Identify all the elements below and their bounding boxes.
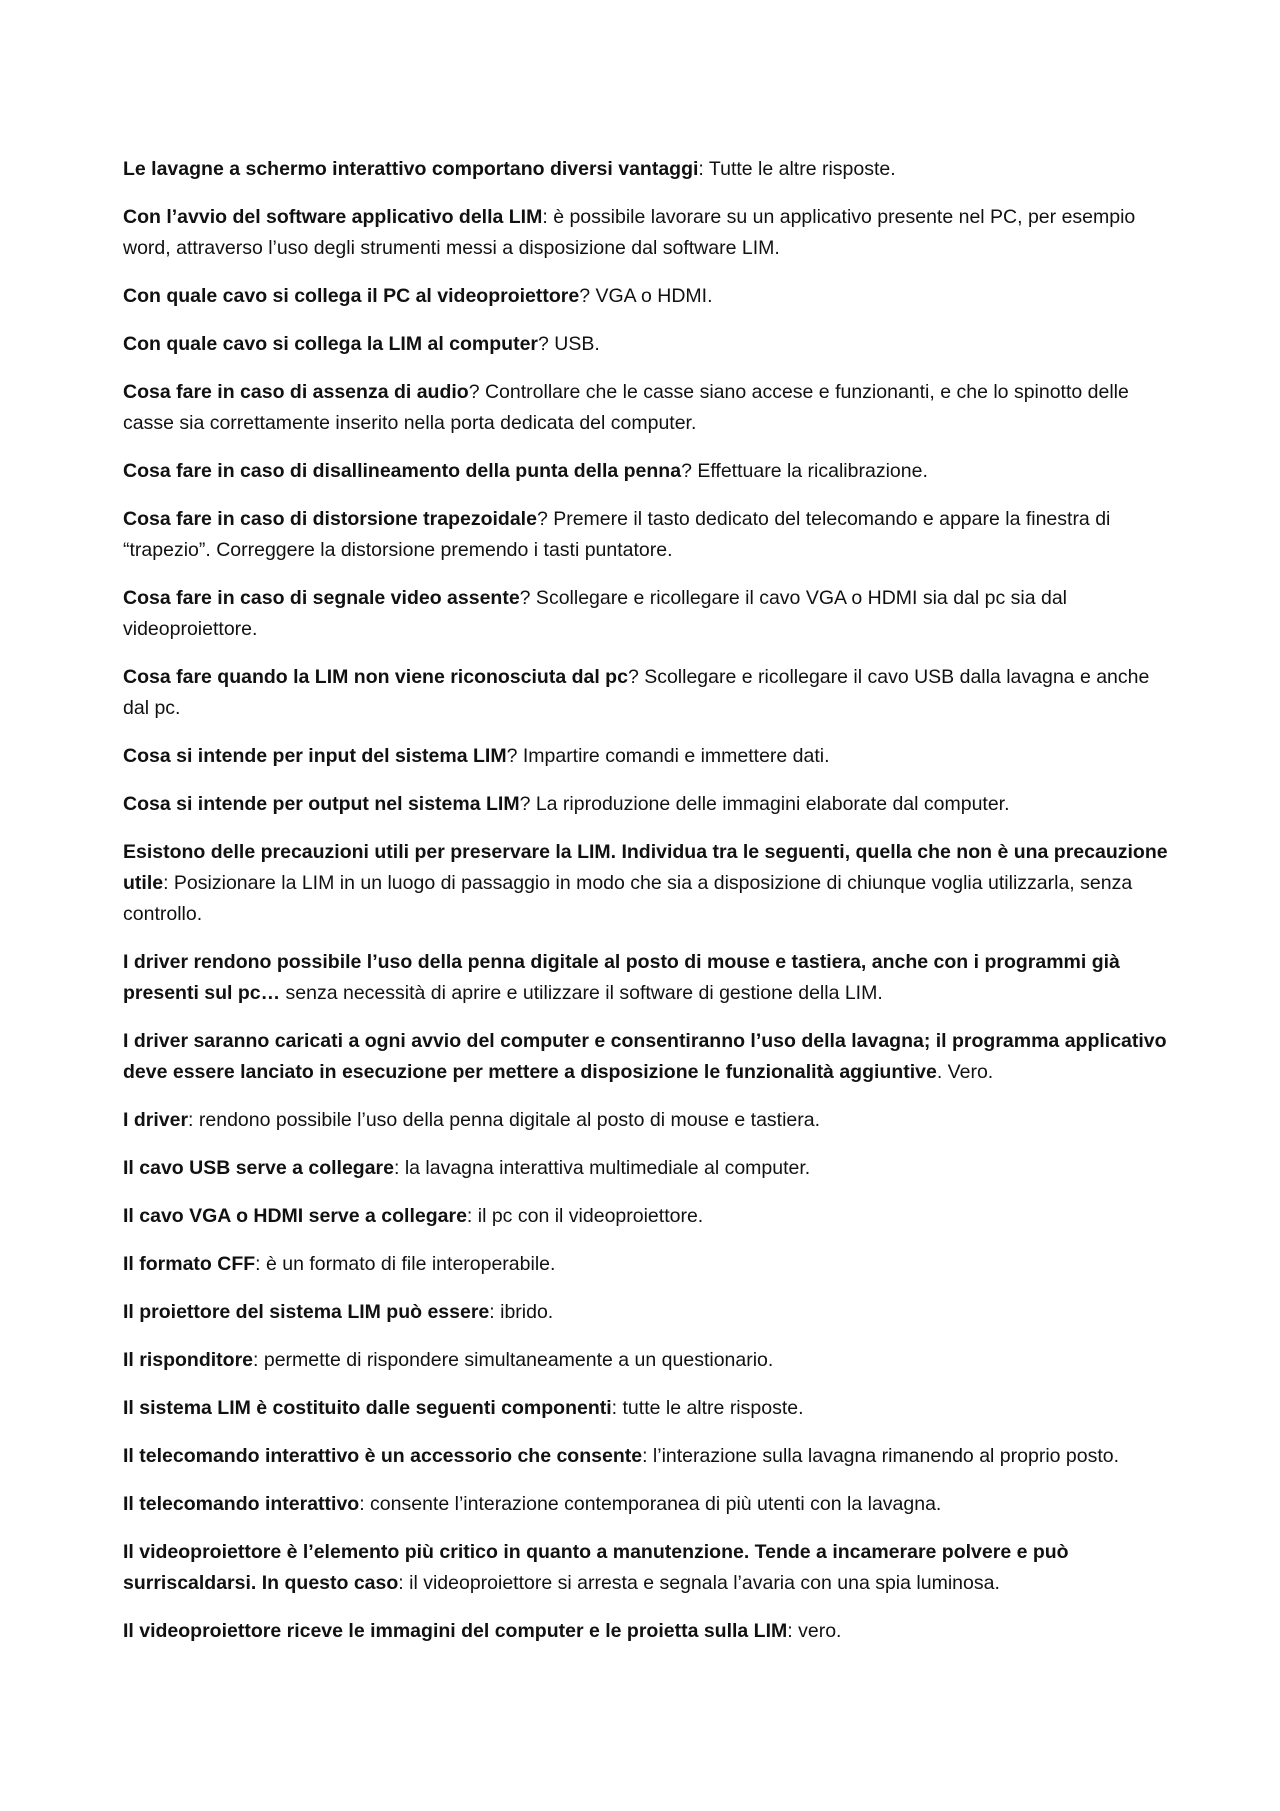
qa-item: [123, 1489, 1168, 1520]
question-text: Il telecomando interattivo: [123, 1493, 360, 1515]
question-text: Esistono delle precauzioni utili per preservare la LIM. Individua tra le seguenti, quella che non è una precauzione utile: [123, 841, 1168, 894]
question-text: Il telecomando interattivo è un accessorio che consente: [123, 1445, 643, 1467]
answer-text: : Tutte le altre risposte.: [698, 158, 896, 180]
question-text: Con l’avvio del software applicativo della LIM: [123, 206, 543, 228]
question-text: Con quale cavo si collega il PC al videoproiettore: [123, 285, 580, 307]
qa-item: [123, 1201, 1168, 1232]
answer-text: ? Premere il tasto dedicato del telecomando e appare la finestra di “trapezio”. Correggere la distorsione premendo i tasti puntatore.: [123, 508, 1111, 561]
answer-text: ? La riproduzione delle immagini elaborate dal computer.: [519, 793, 1010, 815]
qa-item: [123, 202, 1168, 264]
answer-text: : Posizionare la LIM in un luogo di passaggio in modo che sia a disposizione di chiunque voglia utilizzarla, senza controllo.: [123, 872, 1133, 925]
question-text: Il videoproiettore è l’elemento più critico in quanto a manutenzione. Tende a incamerare polvere e può surriscaldarsi. In questo caso: [123, 1541, 1069, 1594]
answer-text: : rendono possibile l’uso della penna digitale al posto di mouse e tastiera.: [188, 1109, 821, 1131]
qa-item: [123, 1345, 1168, 1376]
answer-text: . Vero.: [936, 1061, 994, 1083]
answer-text: : consente l’interazione contemporanea di più utenti con la lavagna.: [359, 1493, 942, 1515]
qa-list: [123, 154, 1168, 1664]
answer-text: senza necessità di aprire e utilizzare il software di gestione della LIM.: [280, 982, 883, 1004]
qa-item: [123, 456, 1168, 487]
answer-text: : il videoproiettore si arresta e segnala l’avaria con una spia luminosa.: [398, 1572, 1000, 1594]
question-text: Cosa fare in caso di distorsione trapezoidale: [123, 508, 537, 530]
question-text: Il proiettore del sistema LIM può essere: [123, 1301, 490, 1323]
question-text: I driver saranno caricati a ogni avvio del computer e consentiranno l’uso della lavagna; il programma applicativo deve essere lanciato in esecuzione per mettere a disposizione le funzionalità aggiuntive: [123, 1030, 1167, 1083]
answer-text: : è possibile lavorare su un applicativo presente nel PC, per esempio word, attraverso l’uso degli strumenti messi a disposizione dal software LIM.: [123, 206, 1136, 259]
qa-item: [123, 1393, 1168, 1424]
question-text: I driver rendono possibile l’uso della penna digitale al posto di mouse e tastiera, anche con i programmi già presenti sul pc…: [123, 951, 1120, 1004]
answer-text: : la lavagna interattiva multimediale al computer.: [393, 1157, 811, 1179]
question-text: Le lavagne a schermo interattivo comportano diversi vantaggi: [123, 158, 699, 180]
qa-item: [123, 1153, 1168, 1184]
question-text: Il formato CFF: [123, 1253, 256, 1275]
question-text: Il cavo VGA o HDMI serve a collegare: [123, 1205, 467, 1227]
qa-item: [123, 741, 1168, 772]
question-text: Cosa si intende per input del sistema LIM: [123, 745, 507, 767]
question-text: Cosa fare in caso di segnale video assente: [123, 587, 520, 609]
qa-item: [123, 154, 1168, 185]
qa-item: [123, 1026, 1168, 1088]
qa-item: [123, 1441, 1168, 1472]
question-text: Il cavo USB serve a collegare: [123, 1157, 394, 1179]
answer-text: ? Scollegare e ricollegare il cavo VGA o HDMI sia dal pc sia dal videoproiettore.: [123, 587, 1068, 640]
qa-item: [123, 329, 1168, 360]
answer-text: ? Impartire comandi e immettere dati.: [506, 745, 830, 767]
question-text: Con quale cavo si collega la LIM al computer: [123, 333, 539, 355]
qa-item: [123, 281, 1168, 312]
qa-item: [123, 662, 1168, 724]
qa-item: [123, 1616, 1168, 1647]
qa-item: [123, 583, 1168, 645]
answer-text: ? Controllare che le casse siano accese e funzionanti, e che lo spinotto delle casse sia correttamente inserito nella porta dedicata del computer.: [123, 381, 1129, 434]
qa-item: [123, 1249, 1168, 1280]
qa-item: [123, 1105, 1168, 1136]
answer-text: : permette di rispondere simultaneamente a un questionario.: [253, 1349, 774, 1371]
answer-text: : vero.: [787, 1620, 842, 1642]
qa-item: [123, 1537, 1168, 1599]
question-text: Cosa fare in caso di disallineamento della punta della penna: [123, 460, 682, 482]
question-text: Il videoproiettore riceve le immagini del computer e le proietta sulla LIM: [123, 1620, 788, 1642]
question-text: I driver: [123, 1109, 189, 1131]
qa-item: [123, 789, 1168, 820]
qa-item: [123, 947, 1168, 1009]
answer-text: : ibrido.: [489, 1301, 554, 1323]
answer-text: ? Effettuare la ricalibrazione.: [681, 460, 928, 482]
question-text: Il sistema LIM è costituito dalle seguenti componenti: [123, 1397, 612, 1419]
qa-item: [123, 377, 1168, 439]
answer-text: : tutte le altre risposte.: [611, 1397, 804, 1419]
answer-text: ? VGA o HDMI.: [579, 285, 713, 307]
answer-text: ? USB.: [538, 333, 600, 355]
question-text: Cosa si intende per output nel sistema LIM: [123, 793, 520, 815]
answer-text: : l’interazione sulla lavagna rimanendo al proprio posto.: [642, 1445, 1120, 1467]
answer-text: : è un formato di file interoperabile.: [255, 1253, 556, 1275]
answer-text: : il pc con il videoproiettore.: [466, 1205, 704, 1227]
question-text: Cosa fare in caso di assenza di audio: [123, 381, 469, 403]
qa-item: [123, 504, 1168, 566]
qa-item: [123, 837, 1168, 930]
answer-text: ? Scollegare e ricollegare il cavo USB dalla lavagna e anche dal pc.: [123, 666, 1150, 719]
question-text: Il risponditore: [123, 1349, 254, 1371]
question-text: Cosa fare quando la LIM non viene riconosciuta dal pc: [123, 666, 628, 688]
qa-item: [123, 1297, 1168, 1328]
